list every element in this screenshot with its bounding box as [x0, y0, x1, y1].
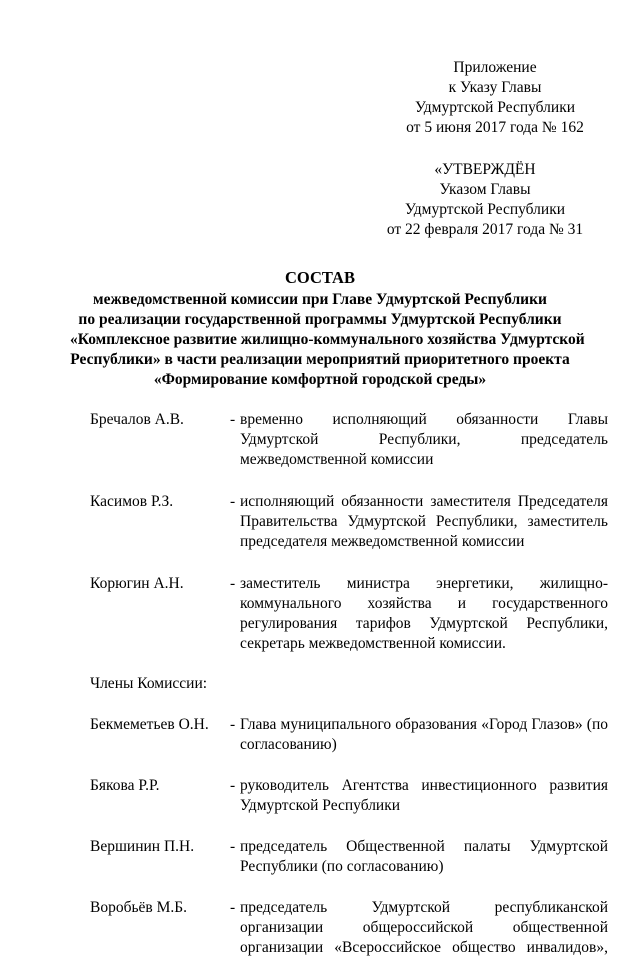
member-dash: -	[230, 777, 236, 794]
member-row	[90, 898, 608, 958]
members-list	[90, 410, 608, 958]
approved-line: «УТВЕРЖДЁН	[434, 161, 536, 178]
title-main: СОСТАВ	[285, 268, 355, 287]
description-line: коммунального хозяйства и государственного	[240, 595, 608, 612]
title-line: межведомственной комиссии при Главе Удмуртской Республики	[93, 291, 547, 308]
member-row	[90, 776, 608, 816]
document-title	[70, 268, 585, 390]
description-line: заместитель министра энергетики, жилищно-	[240, 575, 608, 592]
member-dash: -	[230, 899, 236, 916]
member-dash: -	[230, 575, 236, 592]
description-line: Правительства Удмуртской Республики, заместитель	[240, 513, 608, 530]
approved-line: Указом Главы	[439, 181, 531, 198]
approved-line: Удмуртской Республики	[404, 201, 566, 218]
appendix-block	[395, 58, 595, 138]
approved-block	[375, 160, 595, 240]
title-line: по реализации государственной программы Удмуртской Республики	[78, 311, 562, 328]
description-line: организации общероссийской общественной	[240, 919, 608, 936]
member-description	[240, 410, 608, 470]
member-name: Воробьёв М.Б.	[90, 899, 188, 916]
member-dash: -	[230, 493, 236, 510]
description-line: временно исполняющий обязанности Главы	[240, 411, 608, 428]
title-line: Республики» в части реализации мероприятий приоритетного проекта	[70, 351, 570, 368]
member-row	[90, 410, 608, 470]
member-name: Бякова Р.Р.	[90, 777, 160, 794]
description-line: Удмуртской Республики	[240, 797, 401, 814]
member-row	[90, 837, 608, 877]
member-dash: -	[230, 716, 236, 733]
description-line: председателя межведомственной комиссии	[240, 533, 525, 550]
description-line: председатель Общественной палаты Удмуртской	[240, 838, 608, 855]
title-line: «Формирование комфортной городской среды»	[153, 371, 487, 388]
description-line: регулирования тарифов Удмуртской Республики,	[240, 615, 608, 632]
member-description	[240, 837, 608, 877]
member-name: Корюгин А.Н.	[90, 575, 184, 592]
member-description	[240, 574, 608, 654]
description-line: организации «Всероссийское общество инвалидов»,	[240, 939, 608, 956]
member-dash: -	[230, 838, 236, 855]
appendix-line: Удмуртской Республики	[414, 99, 576, 116]
description-line: согласованию)	[240, 736, 337, 753]
member-dash: -	[230, 411, 236, 428]
description-line: Удмуртской Республики, председатель	[240, 431, 608, 448]
description-line: Глава муниципального образования «Город Глазов» (по	[240, 716, 608, 733]
appendix-line: от 5 июня 2017 года № 162	[406, 119, 584, 136]
member-description	[240, 492, 608, 552]
description-line: секретарь межведомственной комиссии.	[240, 635, 506, 652]
member-description	[240, 715, 608, 755]
member-name: Бекмеметьев О.Н.	[90, 716, 209, 733]
member-description	[240, 776, 608, 816]
description-line: межведомственной комиссии	[240, 451, 434, 468]
member-name: Вершинин П.Н.	[90, 838, 195, 855]
description-line: Республики (по согласованию)	[240, 858, 444, 875]
description-line: председатель Удмуртской республиканской	[240, 899, 608, 916]
member-row	[90, 492, 608, 552]
member-name: Бречалов А.В.	[90, 411, 184, 428]
member-row	[90, 715, 608, 755]
title-line: «Комплексное развитие жилищно-коммунального хозяйства Удмуртской	[70, 331, 585, 348]
member-name: Касимов Р.З.	[90, 493, 174, 510]
appendix-line: Приложение	[453, 59, 537, 76]
description-line: исполняющий обязанности заместителя Председателя	[240, 493, 608, 510]
member-row	[90, 574, 608, 654]
description-line: руководитель Агентства инвестиционного развития	[240, 777, 608, 794]
section-label-members: Члены Комиссии:	[90, 675, 208, 692]
appendix-line: к Указу Главы	[448, 79, 542, 96]
approved-line: от 22 февраля 2017 года № 31	[386, 221, 584, 238]
member-description	[240, 898, 608, 958]
